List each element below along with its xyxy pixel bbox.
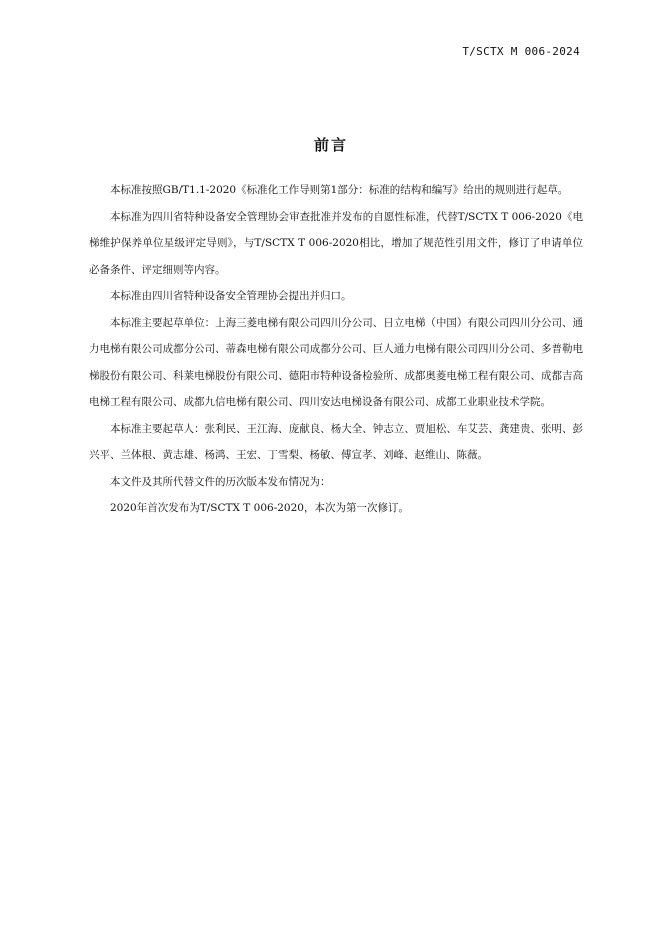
paragraph-drafting-units: 本标准主要起草单位：上海三菱电梯有限公司四川分公司、日立电梯（中国）有限公司四川分公司、通力电梯有限公司成都分公司、蒂森电梯有限公司成都分公司、巨人通力电梯有限公司四川分公司、多普勒电梯股份有限公司、科莱电梯股份有限公司、德阳市特种设备检验所、成都奥菱电梯工程有限公司、成都吉高电梯工程有限公司、成都九信电梯有限公司、四川安达电梯设备有限公司、成都工业职业技术学院。: [89, 316, 583, 408]
paragraph-drafting-rules: 本标准按照GB/T1.1-2020《标准化工作导则第1部分：标准的结构和编写》给出的规则进行起草。: [110, 184, 569, 196]
paragraph-standard-status: 本标准为四川省特种设备安全管理协会审查批准并发布的自愿性标准，代替T/SCTX T 006-2020《电梯维护保养单位星级评定导则》，与T/SCTX T 006-2020相比，增加了规范性引用文件，修订了申请单位必备条件、评定细则等内容。: [89, 210, 583, 276]
paragraph-drafters: 本标准主要起草人：张利民、王江海、庞献良、杨大全、钟志立、贾旭松、车艾芸、龚建贵、张明、彭兴平、兰体根、黄志雄、杨鸿、王宏、丁雪梨、杨敏、傅宣孝、刘峰、赵维山、陈薇。: [89, 422, 583, 461]
standard-code: T/SCTX M 006-2024: [462, 45, 580, 58]
foreword-body: [89, 177, 583, 522]
paragraph-proposer: 本标准由四川省特种设备安全管理协会提出并归口。: [110, 290, 352, 302]
paragraph-history-intro: 本文件及其所代替文件的历次版本发布情况为：: [110, 475, 331, 488]
page-title: 前言: [313, 136, 348, 154]
paragraph-history-detail: 2020年首次发布为T/SCTX T 006-2020，本次为第一次修订。: [110, 502, 409, 514]
